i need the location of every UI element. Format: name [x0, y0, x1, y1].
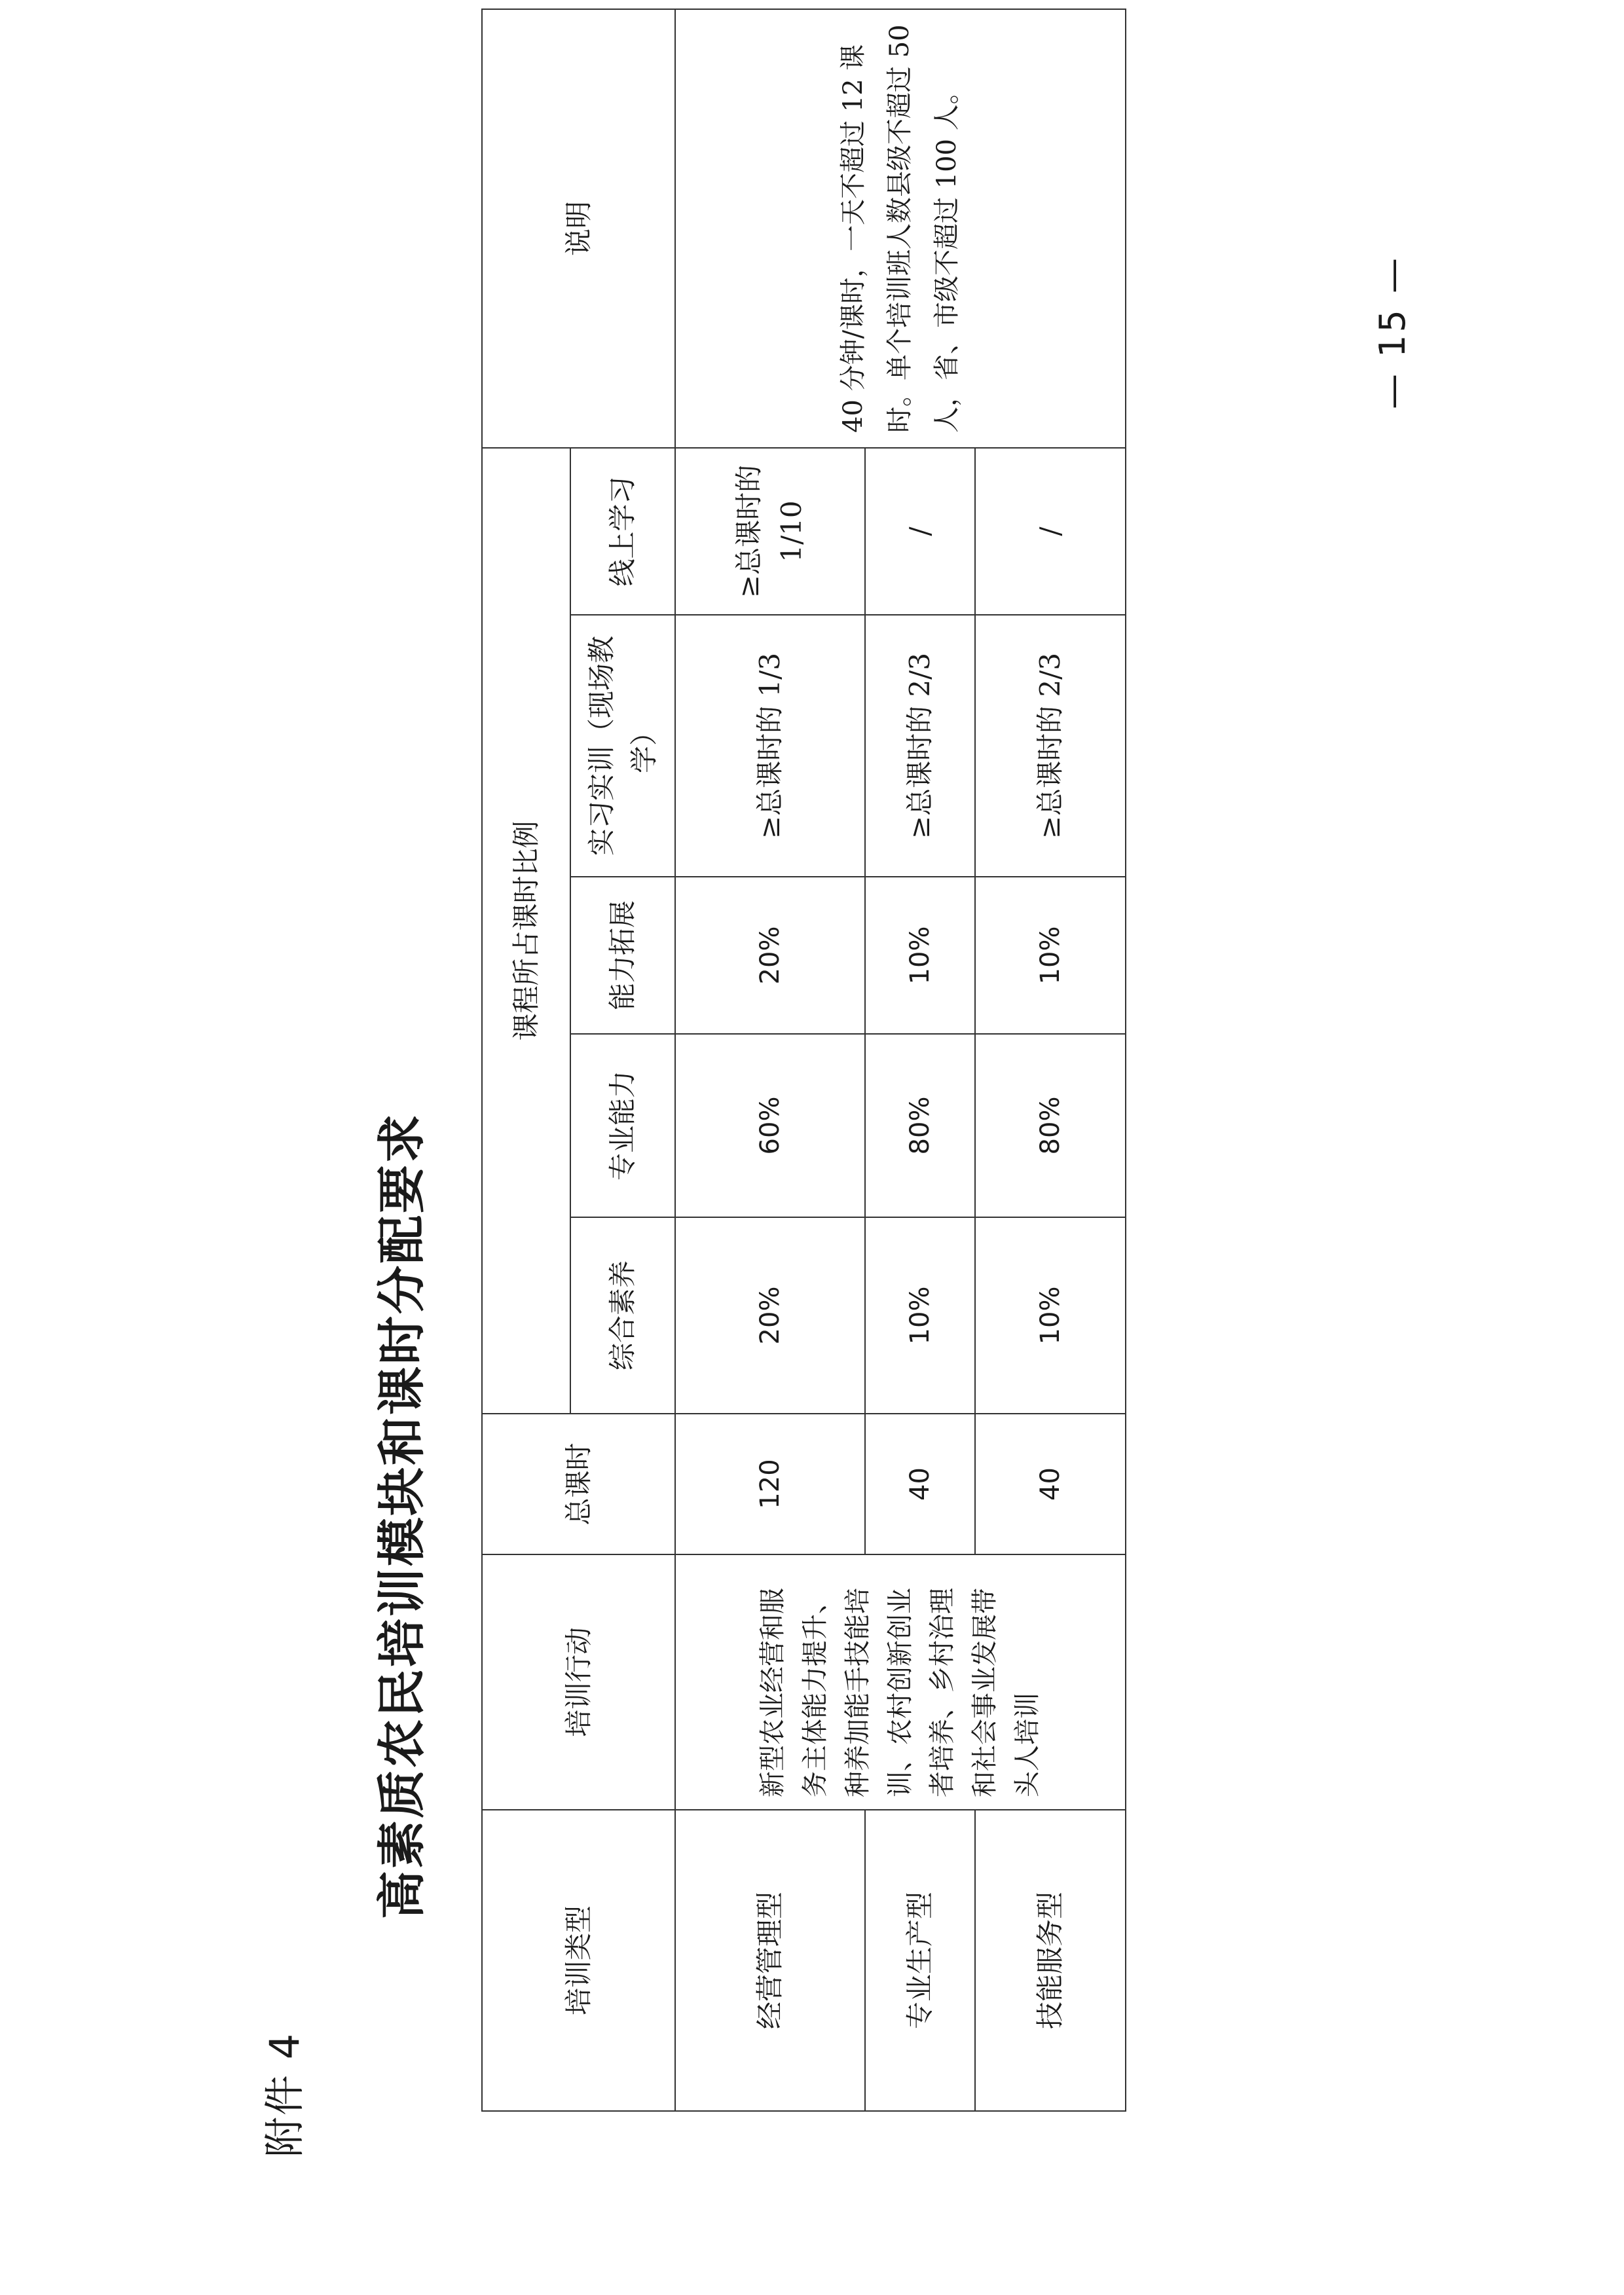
header-training-type: 培训类型 — [482, 1810, 675, 2111]
total-hours-cell: 40 — [975, 1414, 1126, 1554]
page-number: — 15 — — [1372, 255, 1413, 409]
allocation-table — [481, 9, 1126, 2112]
online-cell: / — [865, 448, 975, 615]
header-comprehensive: 综合素养 — [570, 1217, 675, 1414]
comprehensive-cell: 10% — [975, 1217, 1126, 1414]
table-row — [675, 9, 865, 2111]
total-hours-cell: 120 — [675, 1414, 865, 1554]
training-action-cell: 新型农业经营和服务主体能力提升、种养加能手技能培训、农村创新创业者培养、乡村治理和社会事业发展带头人培训 — [675, 1554, 1126, 1810]
practice-cell: ≥总课时的 1/3 — [675, 615, 865, 877]
comprehensive-cell: 10% — [865, 1217, 975, 1414]
professional-cell: 60% — [675, 1034, 865, 1217]
header-row — [482, 9, 570, 2111]
notes-cell: 40 分钟/课时，一天不超过 12 课时。单个培训班人数县级不超过 50 人，省、市级不超过 100 人。 — [675, 9, 1126, 448]
professional-cell: 80% — [975, 1034, 1126, 1217]
comprehensive-cell: 20% — [675, 1217, 865, 1414]
header-training-action: 培训行动 — [482, 1554, 675, 1810]
online-cell: ≥总课时的 1/10 — [675, 448, 865, 615]
expansion-cell: 10% — [865, 877, 975, 1034]
header-total-hours: 总课时 — [482, 1414, 675, 1554]
training-type-cell: 经营管理型 — [675, 1810, 865, 2111]
online-cell: / — [975, 448, 1126, 615]
attachment-label: 附件 4 — [261, 2032, 308, 2157]
header-expansion: 能力拓展 — [570, 877, 675, 1034]
training-type-cell: 技能服务型 — [975, 1810, 1126, 2111]
document-title: 高素质农民培训模块和课时分配要求 — [374, 1112, 430, 1919]
header-professional: 专业能力 — [570, 1034, 675, 1217]
header-online: 线上学习 — [570, 448, 675, 615]
training-type-cell: 专业生产型 — [865, 1810, 975, 2111]
total-hours-cell: 40 — [865, 1414, 975, 1554]
expansion-cell: 20% — [675, 877, 865, 1034]
professional-cell: 80% — [865, 1034, 975, 1217]
expansion-cell: 10% — [975, 877, 1126, 1034]
header-practice: 实习实训（现场教学） — [570, 615, 675, 877]
header-notes: 说明 — [482, 9, 675, 448]
header-ratio-group: 课程所占课时比例 — [482, 448, 570, 1414]
practice-cell: ≥总课时的 2/3 — [865, 615, 975, 877]
practice-cell: ≥总课时的 2/3 — [975, 615, 1126, 877]
